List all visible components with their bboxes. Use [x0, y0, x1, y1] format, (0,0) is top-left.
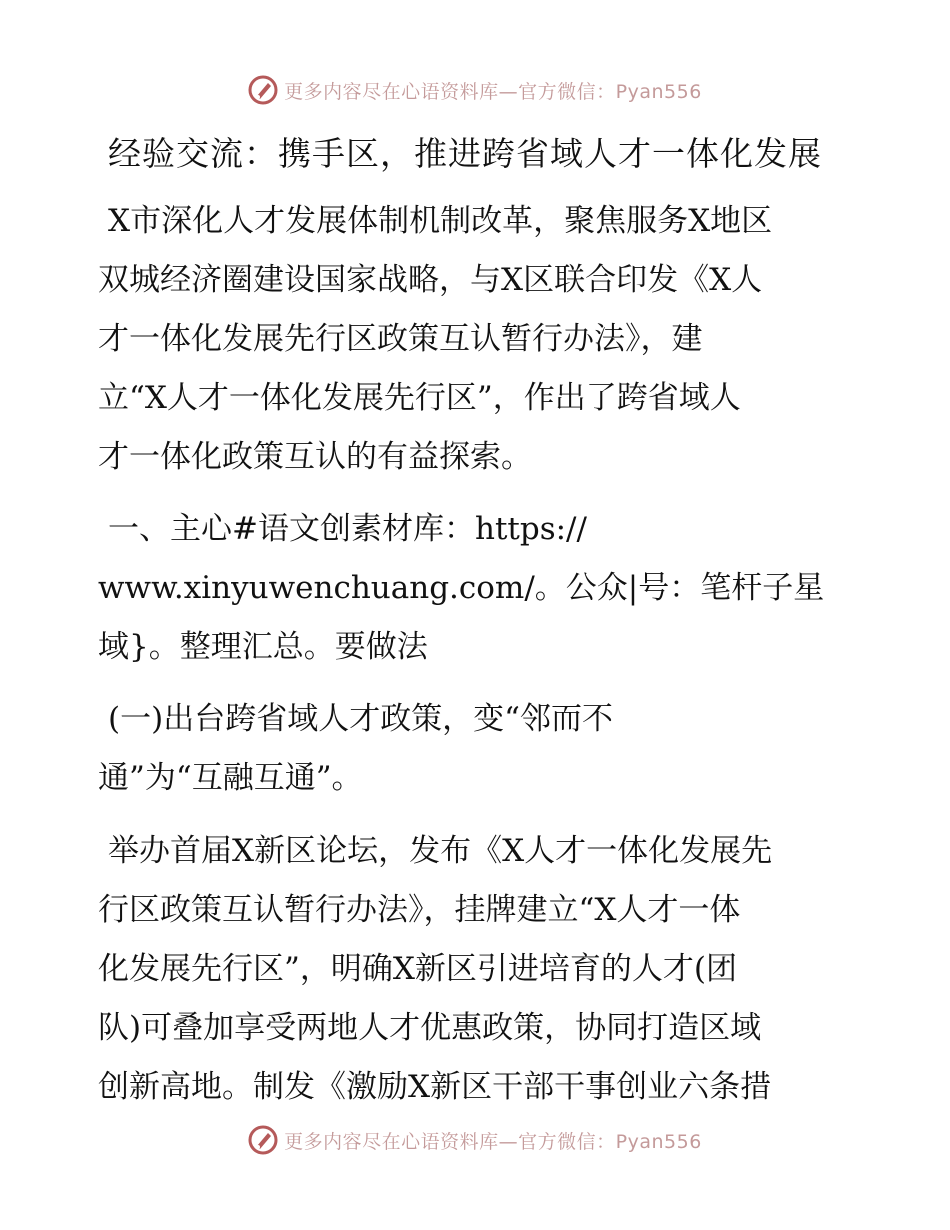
pen-nib-logo-icon [248, 1125, 278, 1155]
pen-nib-logo-icon [248, 75, 278, 105]
text-line: 才一体化政策互认的有益探索。 [98, 439, 532, 475]
paragraph-section-heading [98, 500, 858, 677]
text-line: 域}。整理汇总。要做法 [98, 629, 428, 665]
watermark-text: 更多内容尽在心语资料库—官方微信：Pyan556 [284, 80, 702, 103]
text-line: 才一体化发展先行区政策互认暂行办法》，建 [98, 321, 703, 357]
text-line: 一、主心#语文创素材库：https:// [108, 511, 587, 547]
paragraph-body [98, 822, 858, 1117]
text-line: (一)出台跨省域人才政策，变“邻而不 [108, 701, 614, 737]
text-line: 化发展先行区”，明确X新区引进培育的人才(团 [98, 951, 738, 987]
text-line: www.xinyuwenchuang.com/。公众|号：笔杆子星 [98, 570, 825, 606]
text-line: 立“X人才一体化发展先行区”，作出了跨省域人 [98, 380, 741, 416]
text-line: 通”为“互融互通”。 [98, 760, 363, 796]
paragraph-intro [98, 192, 858, 487]
paragraph-subheading [98, 690, 858, 808]
text-line: 行区政策互认暂行办法》，挂牌建立“X人才一体 [98, 892, 741, 928]
text-line: 队)可叠加享受两地人才优惠政策，协同打造区域 [98, 1010, 762, 1046]
text-line: 举办首届X新区论坛，发布《X人才一体化发展先 [108, 833, 773, 869]
watermark-text: 更多内容尽在心语资料库—官方微信：Pyan556 [284, 1130, 702, 1153]
text-line: 双城经济圈建设国家战略，与X区联合印发《X人 [98, 262, 763, 298]
text-line: X市深化人才发展体制机制改革，聚焦服务X地区 [108, 203, 773, 239]
document-title: 经验交流：携手区，推进跨省域人才一体化发展 [108, 134, 822, 173]
header-watermark [0, 70, 950, 110]
footer-watermark [0, 1120, 950, 1160]
text-line: 创新高地。制发《激励X新区干部干事创业六条措 [98, 1069, 772, 1105]
